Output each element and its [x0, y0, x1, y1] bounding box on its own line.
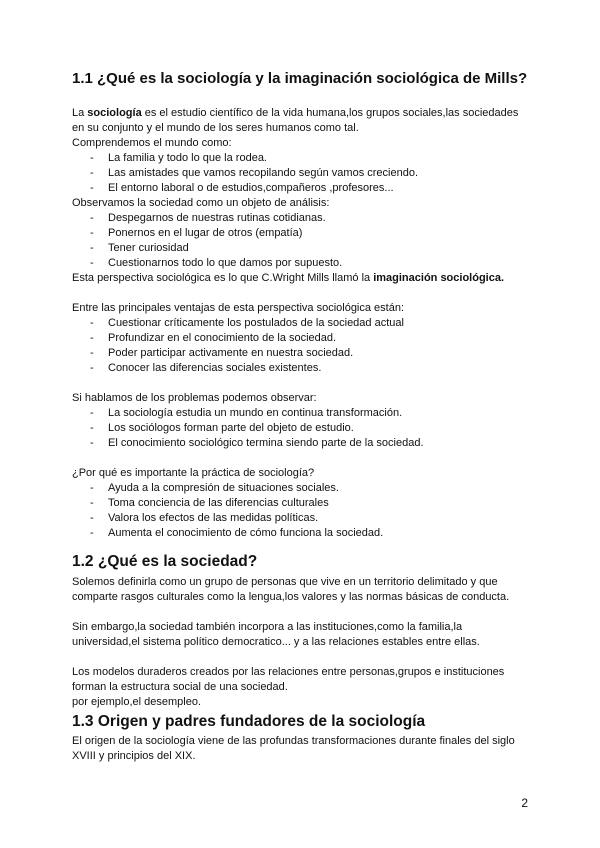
- comprehension-intro: Comprendemos el mundo como:: [72, 137, 232, 149]
- mills-perspective: [72, 271, 532, 286]
- section-2-heading: 1.2 ¿Qué es la sociedad?: [72, 553, 258, 570]
- advantages-intro: Entre las principales ventajas de esta perspectiva sociológica están:: [72, 302, 405, 314]
- definition-text: es el estudio científico de la vida humana,los grupos sociales,las sociedades en su conjunto y el mundo de los seres humanos como tal.: [72, 107, 519, 134]
- list-item: - Cuestionarnos todo lo que damos por supuesto.: [72, 256, 532, 271]
- problems-intro: Si hablamos de los problemas podemos observar:: [72, 392, 317, 404]
- problems-list: [72, 406, 532, 451]
- social-structure: Los modelos duraderos creados por las relaciones entre personas,grupos e instituciones forman la estructura social de una sociedad.: [72, 665, 505, 693]
- document-page: [72, 70, 532, 764]
- list-item: - Ayuda a la compresión de situaciones sociales.: [72, 481, 532, 496]
- list-item: - El conocimiento sociológico termina siendo parte de la sociedad.: [72, 436, 532, 451]
- list-item: - Conocer las diferencias sociales existentes.: [72, 361, 532, 376]
- importance-list: [72, 481, 532, 541]
- sociology-origin: El origen de la sociología viene de las profundas transformaciones durante finales del siglo XVIII y principios del XIX.: [72, 735, 515, 763]
- list-item: - Las amistades que vamos recopilando según vamos creciendo.: [72, 166, 532, 181]
- society-definition: Solemos definirla como un grupo de personas que vive en un territorio delimitado y que comparte rasgos culturales como la lengua,los valores y las normas básicas de conducta.: [72, 575, 510, 603]
- list-item: - Cuestionar críticamente los postulados de la sociedad actual: [72, 316, 532, 331]
- social-structure-example: por ejemplo,el desempleo.: [72, 695, 202, 708]
- perspective-term: imaginación sociológica.: [373, 272, 505, 284]
- list-item: - Valora los efectos de las medidas políticas.: [72, 511, 532, 526]
- list-item: - Aumenta el conocimiento de cómo funciona la sociedad.: [72, 526, 532, 541]
- section-1-heading: 1.1 ¿Qué es la sociología y la imaginación sociológica de Mills?: [72, 70, 528, 87]
- observation-list: [72, 211, 532, 271]
- advantages-list: [72, 316, 532, 376]
- list-item: - Despegarnos de nuestras rutinas cotidianas.: [72, 211, 532, 226]
- importance-intro: ¿Por qué es importante la práctica de sociología?: [72, 467, 315, 479]
- definition-lead: La: [72, 107, 88, 119]
- list-item: - Los sociólogos forman parte del objeto de estudio.: [72, 421, 532, 436]
- comprehension-list: [72, 151, 532, 196]
- list-item: - La sociología estudia un mundo en continua transformación.: [72, 406, 532, 421]
- society-institutions: Sin embargo,la sociedad también incorpora a las instituciones,como la familia,la universidad,el sistema político democratico... y a las relaciones estables entre ellas.: [72, 620, 480, 648]
- list-item: - Tener curiosidad: [72, 241, 532, 256]
- list-item: - Profundizar en el conocimiento de la sociedad.: [72, 331, 532, 346]
- page-number: 2: [521, 796, 528, 810]
- definition-term: sociología: [87, 107, 142, 119]
- perspective-text: Esta perspectiva sociológica es lo que C.Wright Mills llamó la: [72, 272, 374, 284]
- section-3-heading: 1.3 Origen y padres fundadores de la sociología: [72, 712, 426, 730]
- list-item: - Poder participar activamente en nuestra sociedad.: [72, 346, 532, 361]
- sociology-definition: [72, 106, 532, 136]
- list-item: - El entorno laboral o de estudios,compañeros ,profesores...: [72, 181, 532, 196]
- list-item: - Toma conciencia de las diferencias culturales: [72, 496, 532, 511]
- list-item: - Ponernos en el lugar de otros (empatía): [72, 226, 532, 241]
- observation-intro: Observamos la sociedad como un objeto de análisis:: [72, 197, 330, 209]
- list-item: - La familia y todo lo que la rodea.: [72, 151, 532, 166]
